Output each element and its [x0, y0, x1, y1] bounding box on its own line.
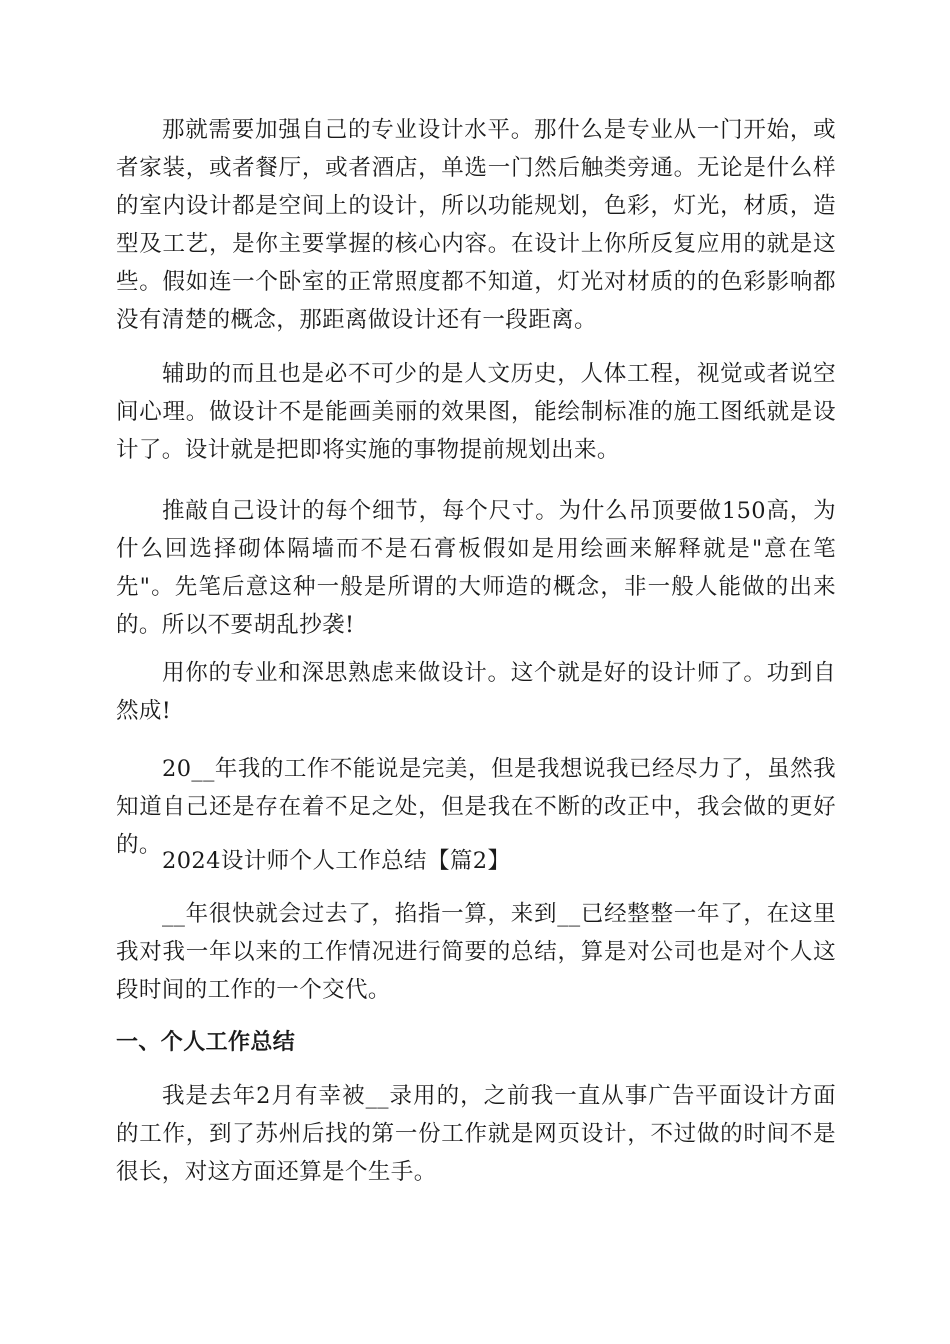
paragraph-employment-history: 我是去年2月有幸被__录用的，之前我一直从事广告平面设计方面的工作，到了苏州后找的第一份工作就是网页设计，不过做的时间不是很长，对这方面还算是个生手。: [116, 1083, 836, 1185]
section-heading-personal-summary: 一、个人工作总结: [116, 1030, 296, 1055]
paragraph-year-intro: __年很快就会过去了，掐指一算，来到__已经整整一年了，在这里我对我一年以来的工作情况进行简要的总结，算是对公司也是对个人这段时间的工作的一个交代。: [116, 901, 836, 1003]
paragraph-professional-skills: 那就需要加强自己的专业设计水平。那什么是专业从一门开始，或者家装，或者餐厅，或者酒店，单选一门然后触类旁通。无论是什么样的室内设计都是空间上的设计，所以功能规划，色彩，灯光，材质，造型及工艺，是你主要掌握的核心内容。在设计上你所反复应用的就是这些。假如连一个卧室的正常照度都不知道，灯光对材质的的色彩影响都没有清楚的概念，那距离做设计还有一段距离。: [116, 117, 836, 333]
paragraph-auxiliary-knowledge: 辅助的而且也是必不可少的是人文历史，人体工程，视觉或者说空间心理。做设计不是能画美丽的效果图，能绘制标准的施工图纸就是设计了。设计就是把即将实施的事物提前规划出来。: [116, 361, 836, 463]
paragraph-design-details: 推敲自己设计的每个细节，每个尺寸。为什么吊顶要做150高，为什么回选择砌体隔墙而不是石膏板假如是用绘画来解释就是"意在笔先"。先笔后意这种一般是所谓的大师造的概念，非一般人能做的出来的。所以不要胡乱抄袭!: [116, 498, 836, 638]
paragraph-professional-design: 用你的专业和深思熟虑来做设计。这个就是好的设计师了。功到自然成!: [116, 660, 836, 724]
paragraph-year-summary: 20__年我的工作不能说是完美，但是我想说我已经尽力了，虽然我知道自己还是存在着不足之处，但是我在不断的改正中，我会做的更好的。: [116, 756, 836, 858]
section-subtitle: 2024设计师个人工作总结【篇2】: [162, 848, 511, 874]
